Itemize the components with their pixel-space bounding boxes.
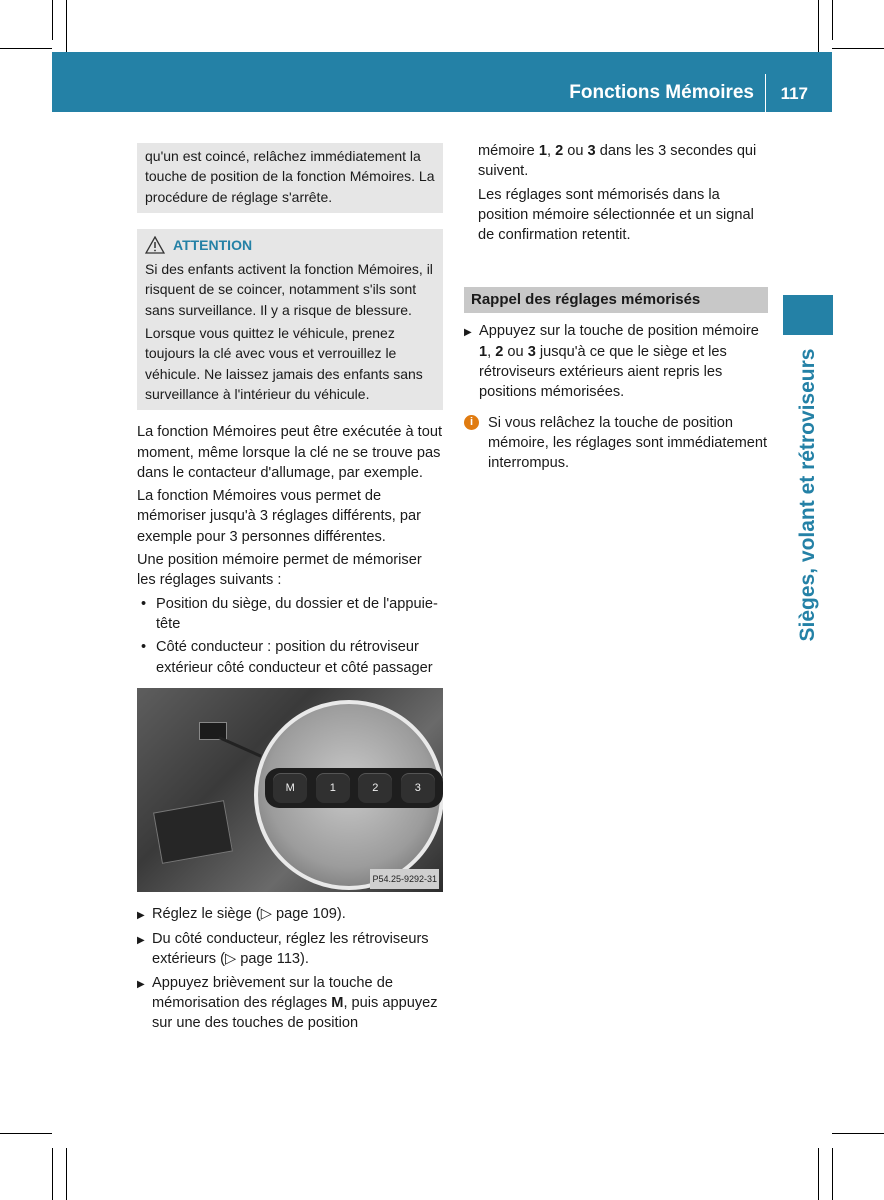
page-header bbox=[52, 52, 832, 112]
list-item bbox=[137, 594, 443, 635]
key-label: 2 bbox=[495, 343, 504, 360]
step-text-part: ou bbox=[503, 343, 528, 360]
chapter-tab bbox=[783, 295, 833, 335]
crop-mark bbox=[832, 1148, 833, 1200]
key-label: 2 bbox=[555, 143, 564, 159]
paragraph: Les réglages sont mémorisés dans la position mémoire sélectionnée et un signal de confirmation retentit. bbox=[478, 186, 754, 244]
warning-triangle-icon bbox=[145, 236, 165, 254]
page-number: 117 bbox=[780, 84, 808, 103]
callout-line bbox=[218, 736, 261, 757]
list-item bbox=[137, 637, 443, 678]
warning-text: Si des enfants activent la fonction Mémoires, il risquent de se coincer, notamment s'ils sont sans surveillance. Il y a risque de blessure. bbox=[145, 261, 433, 318]
paragraph: La fonction Mémoires peut être exécutée à tout moment, même lorsque la clé ne se trouve pas dans le contacteur d'allumage, par exemple. bbox=[137, 424, 443, 481]
step-arrow-icon: ▶ bbox=[137, 935, 145, 947]
list-item-text: Position du siège, du dossier et de l'appuie-tête bbox=[156, 595, 438, 632]
warning-text: Lorsque vous quittez le véhicule, prenez toujours la clé avec vous et verrouillez le véhicule. Ne laissez jamais des enfants sans surveillance à l'intérieur du véhicule. bbox=[145, 325, 423, 402]
step-arrow-icon: ▶ bbox=[137, 909, 145, 921]
section-heading: Rappel des réglages mémorisés bbox=[464, 287, 768, 313]
bullet-icon: • bbox=[141, 639, 147, 656]
crop-mark bbox=[832, 48, 884, 49]
step-item bbox=[464, 321, 768, 402]
right-column bbox=[464, 141, 768, 474]
crop-mark bbox=[818, 0, 819, 52]
intro-box: qu'un est coincé, relâchez immédiatement la touche de position de la fonction Mémoires. La procédure de réglage s'arrête. bbox=[137, 143, 443, 213]
key-label: 3 bbox=[527, 343, 536, 360]
memory-key-2: 2 bbox=[358, 773, 392, 803]
crop-mark bbox=[52, 0, 53, 40]
info-icon: i bbox=[464, 415, 479, 430]
crop-mark bbox=[818, 1148, 819, 1200]
step-text bbox=[479, 321, 768, 402]
memory-keypad bbox=[265, 768, 443, 808]
info-text: Si vous relâchez la touche de position mémoire, les réglages sont immédiatement interrompus. bbox=[488, 414, 768, 472]
step-arrow-icon: ▶ bbox=[137, 978, 145, 990]
crop-mark bbox=[832, 1133, 884, 1134]
text-part: , bbox=[546, 143, 556, 159]
paragraph: La fonction Mémoires vous permet de mémoriser jusqu'à 3 réglages différents, par exemple pour 3 personnes différentes. bbox=[137, 488, 421, 545]
memory-key-1: 1 bbox=[316, 773, 350, 803]
step-arrow-icon: ▶ bbox=[464, 327, 472, 339]
step-text-part: , puis appuyez sur une des touches de position bbox=[152, 995, 438, 1032]
step-text: Du côté conducteur, réglez les rétroviseurs extérieurs (▷ page 113). bbox=[152, 931, 429, 968]
bullet-icon: • bbox=[141, 595, 147, 612]
step-text bbox=[152, 973, 443, 1034]
key-label: 3 bbox=[587, 143, 596, 159]
continued-text bbox=[464, 141, 768, 182]
crop-mark bbox=[66, 0, 67, 52]
paragraph: Une position mémoire permet de mémoriser les réglages suivants : bbox=[137, 552, 422, 589]
crop-mark bbox=[66, 1148, 67, 1200]
warning-title: ATTENTION bbox=[173, 236, 253, 253]
key-label: 1 bbox=[538, 143, 547, 159]
step-item bbox=[137, 973, 443, 1034]
image-reference: P54.25-9292-31 bbox=[370, 869, 439, 889]
warning-header bbox=[145, 235, 437, 255]
warning-box bbox=[137, 229, 443, 410]
step-text-part: Appuyez sur la touche de position mémoire bbox=[479, 323, 759, 340]
memory-buttons-photo bbox=[137, 688, 443, 892]
window-switch-panel bbox=[153, 800, 233, 864]
key-label: 1 bbox=[479, 343, 488, 360]
step-text-part: Appuyez brièvement sur la touche de mémorisation des réglages bbox=[152, 974, 393, 1012]
info-note bbox=[464, 413, 768, 474]
text-part: mémoire bbox=[478, 143, 539, 159]
header-divider bbox=[765, 74, 766, 112]
step-text: Réglez le siège (▷ page 109). bbox=[152, 905, 346, 922]
memory-key-m: M bbox=[273, 773, 307, 803]
step-key-label: M bbox=[331, 995, 344, 1012]
list-item-text: Côté conducteur : position du rétroviseur extérieur côté conducteur et côté passager bbox=[156, 639, 433, 676]
left-column bbox=[137, 143, 443, 1034]
crop-mark bbox=[0, 1133, 52, 1134]
text-part: ou bbox=[563, 143, 588, 159]
step-item bbox=[137, 929, 443, 970]
memory-key-3: 3 bbox=[401, 773, 435, 803]
chapter-label: Sièges, volant et rétroviseurs bbox=[796, 348, 819, 642]
text-part: dans les 3 secondes qui suivent. bbox=[478, 143, 757, 180]
crop-mark bbox=[0, 48, 52, 49]
step-text-part: , bbox=[487, 343, 496, 360]
page-title: Fonctions Mémoires bbox=[569, 82, 754, 103]
step-item bbox=[137, 904, 443, 926]
crop-mark bbox=[832, 0, 833, 40]
step-text-part: jusqu'à ce que le siège et les rétroviseurs extérieurs aient repris les positions mémorisées. bbox=[479, 343, 727, 401]
crop-mark bbox=[52, 1148, 53, 1200]
body-text bbox=[137, 422, 443, 678]
